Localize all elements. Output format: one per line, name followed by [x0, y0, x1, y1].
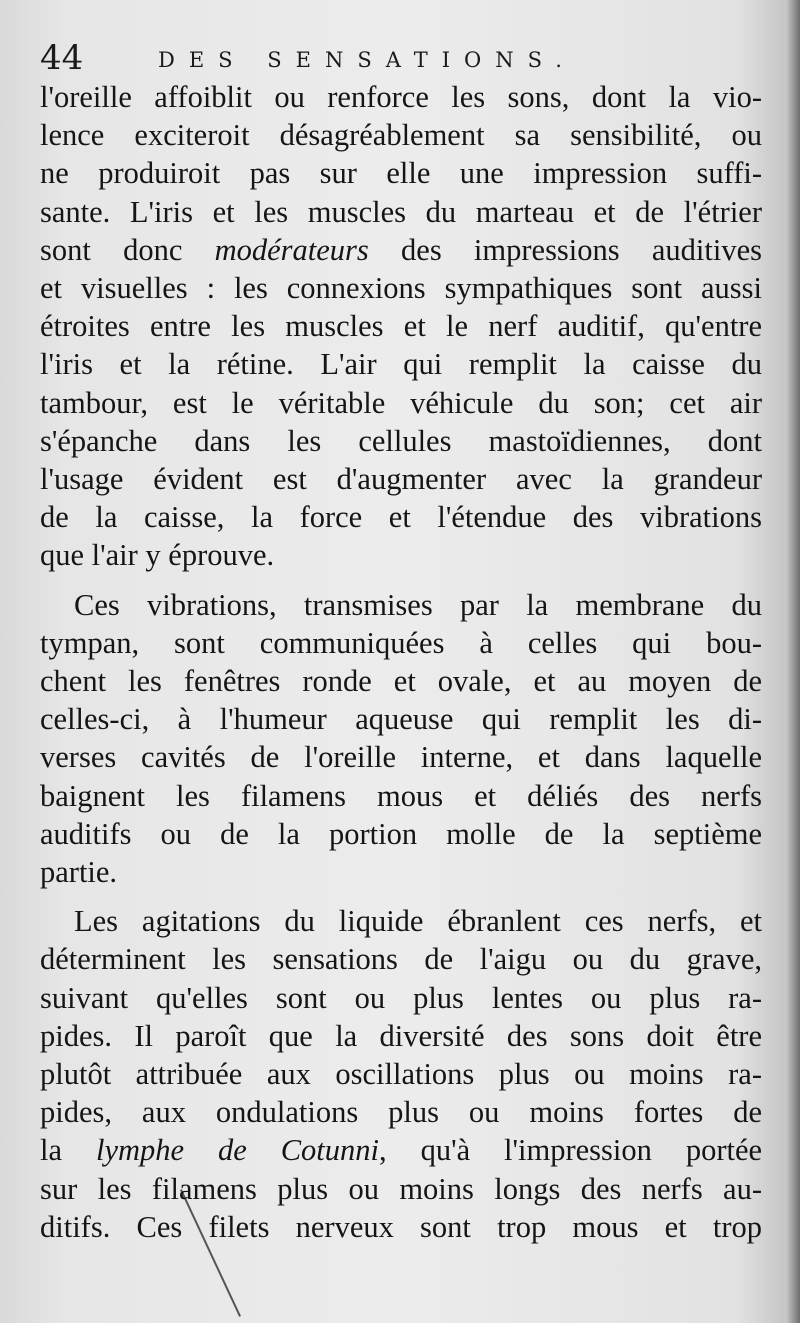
text-line: tympan, sont communiquées à celles qui bou- — [40, 625, 762, 660]
italic-term: lymphe de Cotunni — [95, 1133, 380, 1168]
text-line-with-italic — [40, 1131, 762, 1169]
text-line: l'iris et la rétine. L'air qui remplit la caisse du — [40, 347, 762, 382]
text-line: chent les fenêtres ronde et ovale, et au moyen de — [40, 664, 762, 699]
text-line: plutôt attribuée aux oscillations plus ou moins ra- — [40, 1057, 762, 1092]
text-line: sur les filamens plus ou moins longs des nerfs au- — [40, 1171, 762, 1206]
text-line: tambour, est le véritable véhicule du son; cet air — [40, 385, 762, 420]
text-line: suivant qu'elles sont ou plus lentes ou plus ra- — [40, 980, 762, 1015]
text-line: que l'air y éprouve. — [40, 538, 275, 573]
text-line: lence exciteroit désagréablement sa sensibilité, ou — [40, 118, 762, 153]
text-line: s'épanche dans les cellules mastoïdiennes, dont — [40, 423, 762, 458]
text-line: de la caisse, la force et l'étendue des vibrations — [40, 500, 762, 535]
text-line: sante. L'iris et les muscles du marteau et de l'étrier — [40, 194, 762, 229]
text-line: pides. Il paroît que la diversité des sons doit être — [40, 1018, 762, 1053]
page-edge-shadow — [786, 0, 800, 1323]
text-fragment: la — [40, 1133, 63, 1168]
text-line: l'usage évident est d'augmenter avec la grandeur — [40, 462, 762, 497]
text-fragment: , qu'à l'impression portée — [379, 1133, 763, 1168]
text-line: étroites entre les muscles et le nerf auditif, qu'entre — [40, 309, 762, 344]
page-header — [40, 30, 760, 80]
text-line: l'oreille affoiblit ou renforce les sons, dont la vio- — [40, 80, 762, 114]
text-fragment: des impressions auditives — [368, 232, 762, 267]
italic-term: modérateurs — [214, 232, 369, 267]
text-line: ditifs. Ces filets nerveux sont trop mous et trop — [40, 1209, 762, 1244]
text-line: pides, aux ondulations plus ou moins fortes de — [40, 1095, 762, 1130]
text-line: ne produiroit pas sur elle une impression suffi- — [40, 156, 762, 191]
text-line: verses cavités de l'oreille interne, et dans laquelle — [40, 740, 762, 775]
text-line-with-italic — [40, 231, 762, 269]
text-line: et visuelles : les connexions sympathiques sont aussi — [40, 271, 762, 306]
text-line: celles-ci, à l'humeur aqueuse qui remplit les di- — [40, 702, 762, 737]
text-line: déterminent les sensations de l'aigu ou du grave, — [40, 942, 762, 977]
text-line: baignent les filamens mous et déliés des nerfs — [40, 778, 762, 813]
text-line: partie. — [40, 855, 118, 890]
body-text — [40, 78, 762, 1246]
running-head: DES SENSATIONS. — [158, 48, 576, 72]
page-number: 44 — [40, 38, 84, 78]
text-fragment: sont donc — [40, 232, 183, 267]
text-line: auditifs ou de la portion molle de la septième — [40, 816, 762, 851]
text-line: Les agitations du liquide ébranlent ces nerfs, et — [74, 904, 762, 939]
text-line: Ces vibrations, transmises par la membrane du — [74, 587, 762, 622]
